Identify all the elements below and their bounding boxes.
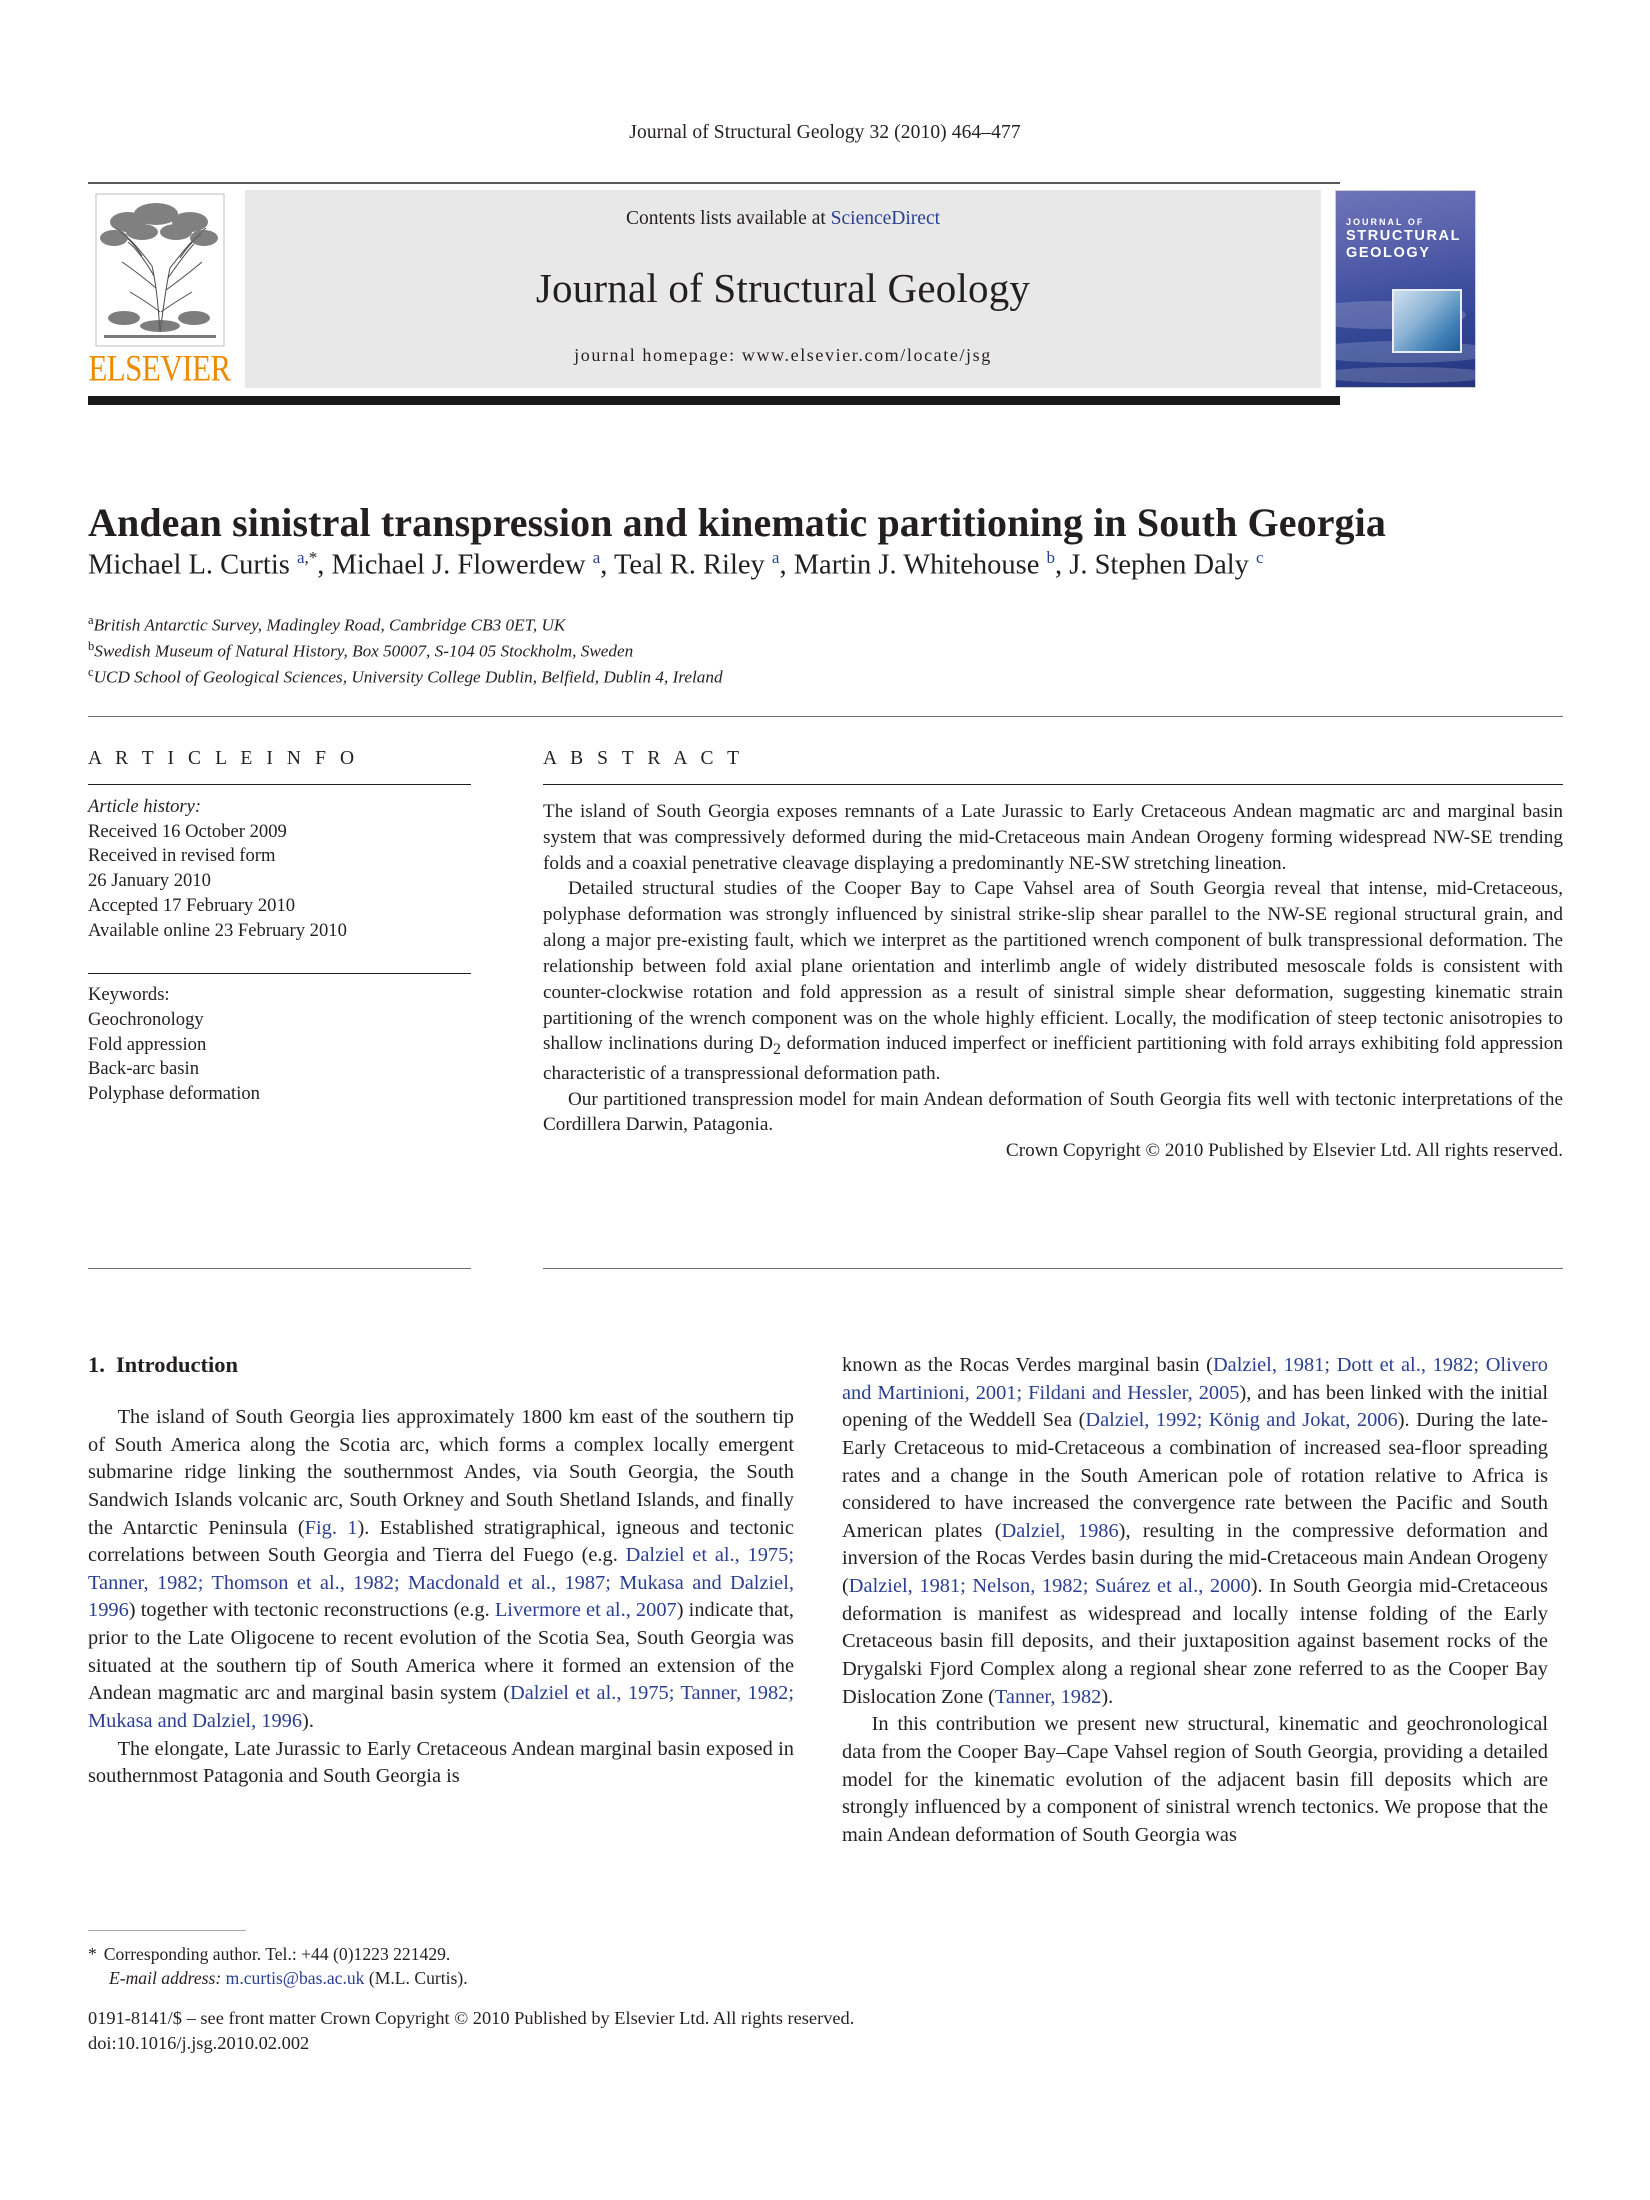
elsevier-tree-icon bbox=[94, 192, 226, 348]
footnote-rule bbox=[88, 1930, 246, 1931]
history-item: Accepted 17 February 2010 bbox=[88, 894, 296, 916]
article-history-label: Article history: bbox=[88, 796, 202, 817]
paragraph: known as the Rocas Verdes marginal basin (Dalziel, 1981; Dott et al., 1982; Olivero and Martinioni, 2001; Fildani and Hessler, 2005), and has been linked with the initial opening of the Weddell Sea (Dalziel, 1992; König and Jokat, 2006). During the late-Early Cretaceous to mid-Cretaceous a combination of increased sea-floor spreading rates and a change in the South American pole of rotation relative to Africa is considered to have increased the convergence rate between the Pacific and South American plates (Dalziel, 1986), resulting in the compressive deformation and inversion of the Rocas Verdes basin during the mid-Cretaceous main Andean Orogeny (Dalziel, 1981; Nelson, 1982; Suárez et al., 2000). In South Georgia mid-Cretaceous deformation is manifest as widespread and locally intense folding of the Early Cretaceous basin fill deposits, and their juxtaposition against basement rocks of the Drygalski Fjord Complex along a regional shear zone referred to as the Cooper Bay Dislocation Zone (Tanner, 1982). bbox=[842, 1354, 1548, 1708]
abstract-copyright: Crown Copyright © 2010 Published by Elsevier Ltd. All rights reserved. bbox=[1005, 1140, 1563, 1162]
section-number: 1. bbox=[88, 1352, 105, 1377]
citation-link[interactable]: Dalziel, 1992; König and Jokat, 2006 bbox=[1085, 1409, 1398, 1432]
cover-line-2: STRUCTURAL bbox=[1346, 227, 1462, 244]
contents-prefix: Contents lists available at bbox=[625, 208, 831, 229]
affiliation-item bbox=[88, 664, 1188, 690]
metadata-top-rule bbox=[88, 716, 1563, 717]
history-item: Available online 23 February 2010 bbox=[88, 919, 347, 941]
email-label: E-mail address: bbox=[109, 1968, 222, 1989]
section-heading-introduction bbox=[88, 1352, 794, 1378]
journal-homepage-link[interactable]: journal homepage: www.elsevier.com/locate/jsg bbox=[574, 345, 992, 365]
citation-link[interactable]: Livermore et al., 2007 bbox=[494, 1599, 677, 1622]
keyword-item: Back-arc basin bbox=[88, 1058, 199, 1080]
page-footer bbox=[88, 2006, 1288, 2057]
email-link[interactable]: m.curtis@bas.ac.uk bbox=[225, 1968, 365, 1989]
footnote-line-1 bbox=[88, 1942, 794, 1966]
sciencedirect-link[interactable]: ScienceDirect bbox=[830, 208, 941, 229]
history-item: Received 16 October 2009 bbox=[88, 820, 287, 842]
corresponding-author-footnote bbox=[88, 1930, 794, 1991]
citation-link[interactable]: Tanner, 1982 bbox=[994, 1685, 1102, 1708]
citation-link[interactable]: Dalziel, 1981; Nelson, 1982; Suárez et al., 2000 bbox=[848, 1575, 1251, 1598]
affiliation-marker: c bbox=[88, 665, 94, 680]
issn-copyright-line: 0191-8141/$ – see front matter Crown Copyright © 2010 Published by Elsevier Ltd. All rights reserved. bbox=[88, 2008, 855, 2028]
article-history-block bbox=[88, 795, 471, 943]
paragraph: The elongate, Late Jurassic to Early Cretaceous Andean marginal basin exposed in southernmost Patagonia and South Georgia is bbox=[88, 1737, 794, 1788]
abstract-column bbox=[543, 748, 1563, 1162]
figure-reference[interactable]: Fig. 1 bbox=[304, 1516, 358, 1539]
citation-link[interactable]: Dalziel, 1981; Dott et al., 1982; Olivero and Martinioni, 2001; Fildani and Hessler, 2005 bbox=[842, 1354, 1548, 1404]
affiliation-marker: a bbox=[88, 613, 94, 627]
banner-top-rule bbox=[88, 182, 1340, 184]
affiliation-text: British Antarctic Survey, Madingley Road, Cambridge CB3 0ET, UK bbox=[93, 615, 566, 635]
cover-line-1: JOURNAL OF bbox=[1346, 217, 1425, 227]
email-owner: (M.L. Curtis). bbox=[368, 1968, 468, 1989]
body-column-right bbox=[842, 1352, 1548, 1850]
affiliation-list bbox=[88, 612, 1188, 690]
article-info-column bbox=[88, 748, 471, 1107]
intro-text-right bbox=[842, 1352, 1548, 1850]
history-item: 26 January 2010 bbox=[88, 870, 211, 892]
keyword-item: Polyphase deformation bbox=[88, 1083, 260, 1105]
article-info-heading: A R T I C L E I N F O bbox=[88, 748, 359, 769]
journal-banner bbox=[88, 182, 1563, 405]
footnote-line-2 bbox=[88, 1966, 794, 1990]
affiliation-item bbox=[88, 638, 1188, 664]
affiliation-text: UCD School of Geological Sciences, University College Dublin, Belfield, Dublin 4, Ireland bbox=[93, 668, 723, 688]
footnote-body bbox=[88, 1942, 794, 1991]
affiliation-marker: b bbox=[88, 639, 95, 654]
page-title: Andean sinistral transpression and kinematic partitioning in South Georgia bbox=[88, 499, 1386, 545]
body-column-left bbox=[88, 1352, 794, 1791]
article-info-heading-rule bbox=[88, 784, 471, 785]
journal-title: Journal of Structural Geology bbox=[535, 264, 1031, 311]
keyword-item: Geochronology bbox=[88, 1009, 204, 1031]
banner-center-panel bbox=[245, 190, 1321, 388]
citation-link[interactable]: Dalziel et al., 1975; Tanner, 1982; Mukasa and Dalziel, 1996 bbox=[88, 1682, 795, 1733]
intro-text-left bbox=[88, 1404, 794, 1791]
article-info-bottom-rule bbox=[88, 1268, 471, 1269]
keyword-item: Fold appression bbox=[88, 1033, 207, 1055]
affiliation-item bbox=[88, 612, 1188, 638]
history-item: Received in revised form bbox=[88, 845, 276, 867]
abstract-body bbox=[543, 799, 1563, 1138]
cover-inset-image bbox=[1392, 289, 1462, 353]
elsevier-logo bbox=[88, 190, 231, 388]
journal-cover-thumbnail bbox=[1335, 190, 1476, 388]
abstract-heading-rule bbox=[543, 784, 1563, 785]
running-head: Journal of Structural Geology 32 (2010) 464–477 bbox=[629, 122, 1021, 143]
keywords-block bbox=[88, 983, 471, 1107]
elsevier-wordmark: ELSEVIER bbox=[88, 347, 231, 389]
citation-link[interactable]: Dalziel et al., 1975; Tanner, 1982; Thomson et al., 1982; Macdonald et al., 1987; Mukasa and Dalziel, 1996 bbox=[88, 1544, 794, 1622]
citation-link[interactable]: Dalziel, 1986 bbox=[1001, 1519, 1119, 1542]
paragraph: The island of South Georgia lies approximately 1800 km east of the southern tip of South America along the Scotia arc, which forms a complex locally emergent submarine ridge linking the southernmost Andes, via South Georgia, the South Sandwich Islands volcanic arc, South Orkney and South Shetland Islands, and finally the Antarctic Peninsula (Fig. 1). Established stratigraphical, igneous and tectonic correlations between South Georgia and Tierra del Fuego (e.g. Dalziel et al., 1975; Tanner, 1982; Thomson et al., 1982; Macdonald et al., 1987; Mukasa and Dalziel, 1996) together with tectonic reconstructions (e.g. Livermore et al., 2007) indicate that, prior to the Late Oligocene to recent evolution of the Scotia Sea, South Georgia was situated at the southern tip of South America where it formed an extension of the Andean magmatic arc and marginal basin system (Dalziel et al., 1975; Tanner, 1982; Mukasa and Dalziel, 1996). bbox=[88, 1406, 795, 1733]
abstract-heading: A B S T R A C T bbox=[543, 748, 744, 769]
section-title: Introduction bbox=[115, 1352, 238, 1377]
keywords-rule bbox=[88, 973, 471, 974]
abstract-paragraph: Detailed structural studies of the Cooper Bay to Cape Vahsel area of South Georgia reveal that intense, mid-Cretaceous, polyphase deformation was strongly influenced by sinistral strike-slip shear parallel to the NW-SE regional structural grain, and along a major pre-existing fault, which we interpret as the partitioned wrench component of bulk transpressional deformation. The relationship between fold axial plane orientation and interlimb angle of widely distributed mesoscale folds is consistent with counter-clockwise rotation and fold appression as a result of sinistral simple shear deformation, suggesting kinematic strain partitioning of the wrench component was on the whole highly efficient. Locally, the modification of steep tectonic anisotropies to shallow inclinations during $D_2$ deformation induced imperfect or inefficient partitioning with fold arrays exhibiting fold appression characteristic of a transpressional deformation path. bbox=[543, 878, 1563, 1084]
abstract-bottom-rule bbox=[543, 1268, 1563, 1269]
contents-available-line bbox=[626, 208, 940, 230]
footnote-asterisk: * bbox=[88, 1944, 97, 1964]
banner-bottom-rule bbox=[88, 396, 1340, 405]
paragraph: In this contribution we present new structural, kinematic and geochronological data from the Cooper Bay–Cape Vahsel region of South Georgia, providing a detailed model for the kinematic evolution of the adjacent basin fill deposits which are strongly influenced by a component of sinistral wrench tectonics. We propose that the main Andean deformation of South Georgia was bbox=[842, 1713, 1548, 1846]
corresponding-author-text: Corresponding author. Tel.: +44 (0)1223 221429. bbox=[103, 1944, 451, 1964]
doi-line[interactable]: doi:10.1016/j.jsg.2010.02.002 bbox=[88, 2033, 310, 2054]
abstract-paragraph: The island of South Georgia exposes remnants of a Late Jurassic to Early Cretaceous Andean magmatic arc and marginal basin system that was compressively deformed during the mid-Cretaceous main Andean Orogeny forming widespread NW-SE trending folds and a coaxial penetrative cleavage displaying a predominantly NE-SW stretching lineation. bbox=[543, 801, 1563, 874]
author-list: Michael L. Curtis $^{a,*}$, Michael J. Flowerdew $^a$, Teal R. Riley $^a$, Martin J. Whitehouse $^b$, J. Stephen Daly $^c$ bbox=[88, 548, 1264, 581]
cover-line-3: GEOLOGY bbox=[1346, 244, 1431, 261]
abstract-paragraph: Our partitioned transpression model for main Andean deformation of South Georgia fits well with tectonic interpretations of the Cordillera Darwin, Patagonia. bbox=[543, 1088, 1563, 1136]
affiliation-text: Swedish Museum of Natural History, Box 50007, S-104 05 Stockholm, Sweden bbox=[94, 641, 634, 661]
keywords-label: Keywords: bbox=[88, 984, 170, 1006]
